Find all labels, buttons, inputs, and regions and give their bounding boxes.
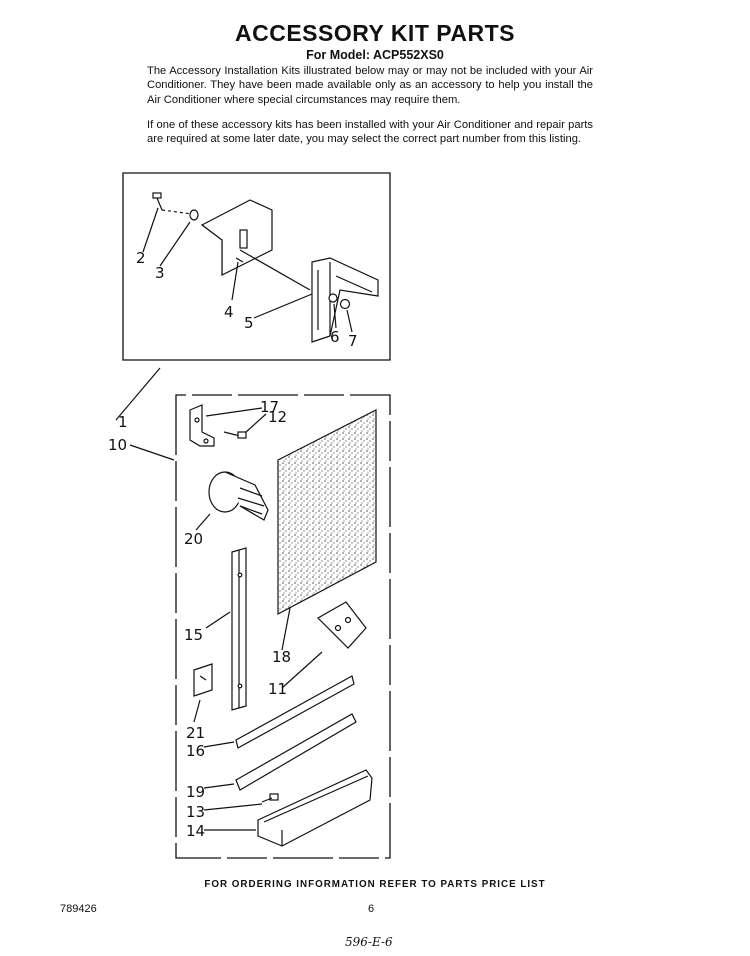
callout-16: 16 [186, 742, 206, 760]
handwritten-note: 596-E-6 [345, 935, 393, 949]
nut-part-6 [329, 294, 337, 302]
screw-part-2 [153, 193, 192, 214]
screw-part-12 [224, 432, 246, 438]
callout-13: 13 [186, 803, 206, 821]
callout-2: 2 [136, 249, 146, 267]
page-title: ACCESSORY KIT PARTS [235, 20, 515, 46]
channel-part-15 [232, 548, 246, 710]
nut-part-7 [341, 300, 350, 309]
callout-19: 19 [186, 783, 206, 801]
washer-part-3 [190, 210, 198, 220]
support-bracket-part-11 [318, 602, 366, 648]
callout-5: 5 [244, 314, 254, 332]
callout-12: 12 [268, 408, 288, 426]
block-part-21 [194, 664, 212, 696]
intro-paragraph: The Accessory Installation Kits illustrated below may or may not be included with your Air Conditioner. They have been made available only as an accessory to help you install the Air Conditioner where special circumstances may require them. [147, 65, 593, 106]
repair-paragraph: If one of these accessory kits has been installed with your Air Conditioner and repair parts are required at some later date, you may select the correct part number from this listing. [147, 119, 593, 146]
strip-part-19 [236, 714, 356, 790]
kit-10-parts [116, 368, 376, 846]
angle-bracket-part-17 [190, 405, 214, 446]
callout-7: 7 [348, 332, 358, 350]
document-code: 789426 [60, 903, 97, 915]
callout-15: 15 [184, 626, 204, 644]
callout-18: 18 [272, 648, 292, 666]
page-number: 6 [368, 903, 375, 915]
foam-panel-part-18 [278, 410, 376, 614]
tape-roll-part-20 [209, 472, 268, 520]
callout-17: 17 [260, 398, 280, 416]
strip-part-16 [236, 676, 354, 748]
callout-20: 20 [184, 530, 204, 548]
screw-part-13 [262, 794, 278, 802]
sill-angle-part-14 [258, 770, 372, 846]
callout-21: 21 [186, 724, 206, 742]
model-subtitle: For Model: ACP552XS0 [306, 48, 444, 62]
callout-4: 4 [224, 303, 234, 321]
callout-6: 6 [330, 328, 340, 346]
callout-11: 11 [268, 680, 288, 698]
callout-10: 10 [108, 436, 128, 454]
ordering-footer: FOR ORDERING INFORMATION REFER TO PARTS PRICE LIST [204, 879, 546, 890]
callout-3: 3 [155, 264, 165, 282]
callout-14: 14 [186, 822, 206, 840]
callout-1: 1 [118, 413, 128, 431]
kit-1-parts [143, 193, 378, 342]
cover-bracket-part-4 [202, 200, 272, 275]
